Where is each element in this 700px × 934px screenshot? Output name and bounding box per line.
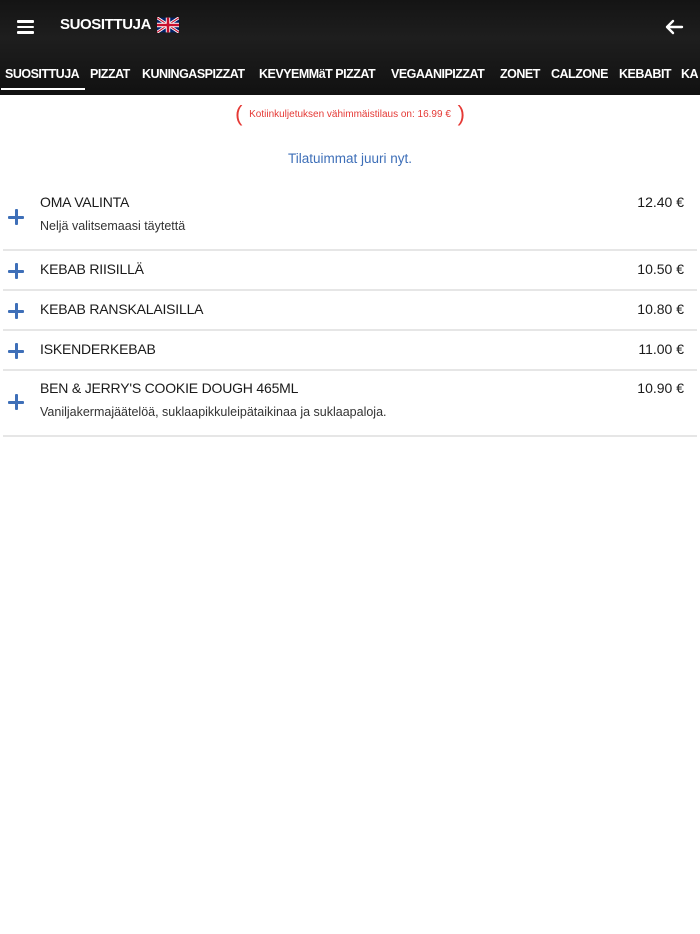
item-price: 12.40 €: [637, 194, 684, 210]
item-price: 10.90 €: [637, 380, 684, 396]
item-price: 10.80 €: [637, 301, 684, 317]
list-item[interactable]: [3, 291, 697, 331]
add-item-icon[interactable]: [7, 302, 25, 320]
tab-kebabit[interactable]: KEBABIT: [619, 67, 672, 81]
arrow-left-icon[interactable]: [660, 13, 688, 41]
item-price: 10.50 €: [637, 261, 684, 277]
list-item[interactable]: [3, 371, 697, 437]
product-list: [3, 186, 697, 437]
notice-bracket-left: (: [235, 101, 243, 126]
tab-more[interactable]: KA: [681, 67, 699, 81]
tab-kevyemmat-pizzat[interactable]: KEVYEMMäT PIZZAT: [259, 67, 376, 81]
item-name: ISKENDERKEBAB: [40, 341, 156, 357]
tab-zonet[interactable]: ZONET: [500, 67, 540, 81]
item-name: KEBAB RIISILLÄ: [40, 261, 144, 277]
section-subheading: Tilatuimmat juuri nyt.: [287, 151, 413, 166]
minimum-order-notice: [0, 100, 700, 130]
tab-suosittuja[interactable]: SUOSITTUJA: [5, 67, 80, 81]
tab-vegaanipizzat[interactable]: VEGAANIPIZZAT: [391, 67, 485, 81]
item-name: KEBAB RANSKALAISILLA: [40, 301, 204, 317]
item-name: BEN & JERRY'S COOKIE DOUGH 465ML: [40, 380, 299, 396]
list-item[interactable]: [3, 331, 697, 371]
category-tabs: [0, 63, 700, 93]
minimum-order-text: Kotiinkuljetuksen vähimmäistilaus on: 16.99 €: [249, 109, 451, 120]
add-item-icon[interactable]: [7, 393, 25, 411]
item-description: Neljä valitsemaasi täytettä: [40, 219, 186, 233]
app-header: [0, 0, 700, 95]
uk-flag-icon[interactable]: [157, 17, 179, 33]
add-item-icon[interactable]: [7, 208, 25, 226]
list-item[interactable]: [3, 251, 697, 291]
hamburger-menu-icon[interactable]: [14, 14, 40, 40]
page-title: SUOSITTUJA: [60, 16, 152, 33]
add-item-icon[interactable]: [7, 262, 25, 280]
tab-calzone[interactable]: CALZONE: [551, 67, 608, 81]
notice-bracket-right: ): [457, 101, 465, 126]
item-name: OMA VALINTA: [40, 194, 130, 210]
item-price: 11.00 €: [638, 341, 684, 357]
tab-pizzat[interactable]: PIZZAT: [90, 67, 130, 81]
tab-kuningaspizzat[interactable]: KUNINGASPIZZAT: [142, 67, 245, 81]
add-item-icon[interactable]: [7, 342, 25, 360]
list-item[interactable]: [3, 186, 697, 251]
item-description: Vaniljakermajäätelöä, suklaapikkuleipätaikinaa ja suklaapaloja.: [40, 405, 387, 419]
top-bar: [0, 0, 700, 54]
